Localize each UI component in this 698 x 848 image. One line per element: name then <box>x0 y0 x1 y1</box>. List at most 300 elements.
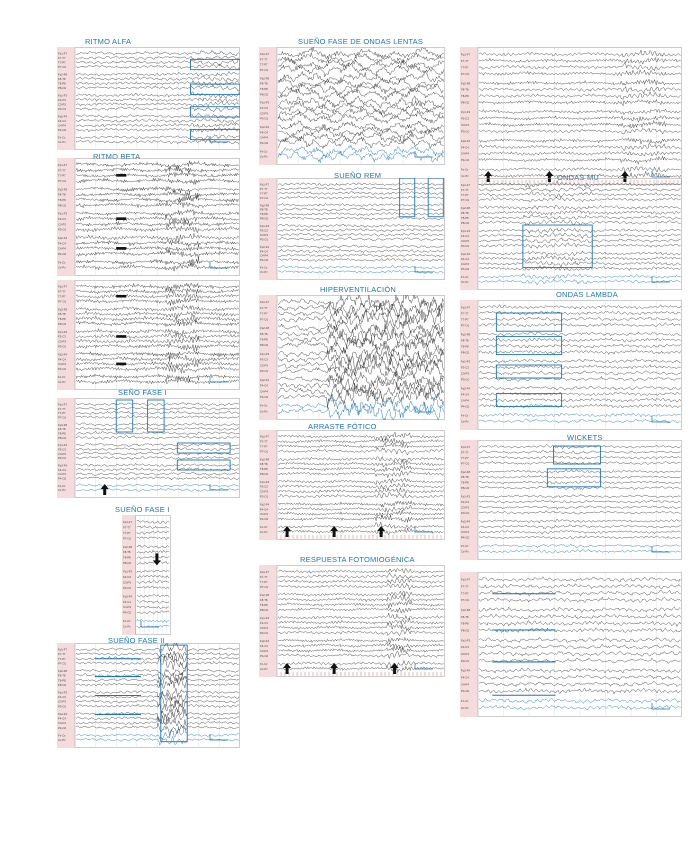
channel-label: F8-T8 <box>58 77 66 82</box>
down-arrow-icon <box>153 553 161 565</box>
channel-label: T8-P8 <box>123 555 131 560</box>
channel-label: P7-O1 <box>461 71 470 76</box>
channel-label: Fp2-F8 <box>58 187 68 192</box>
channel-label: C3-P3 <box>58 699 66 704</box>
channel-label: F4-C4 <box>58 467 66 472</box>
channel-label: Fz-Cz <box>58 733 66 738</box>
channel-label: P3-O1 <box>260 116 269 121</box>
title-ondas-lambda: ONDAS LAMBDA <box>556 290 618 299</box>
channel-label: T8-P8 <box>58 317 66 322</box>
channel-label: Fp2-F4 <box>58 352 68 357</box>
eeg-panel-seno-fase-i <box>57 398 240 498</box>
eeg-panel-ritmo-alfa-photic <box>460 47 682 185</box>
channel-label: Fp2-F8 <box>58 307 68 312</box>
channel-label: C4-P4 <box>58 246 66 251</box>
channel-label: P3-O1 <box>260 630 269 635</box>
channel-label: P3-O1 <box>260 369 269 374</box>
channel-label: Fp1-F3 <box>58 329 68 334</box>
channel-label: F7-T7 <box>260 305 268 310</box>
channel-label: C4-P4 <box>260 512 268 517</box>
channel-label: P8-O2 <box>260 343 269 348</box>
channel-label: C3-P3 <box>461 238 469 243</box>
channel-label: F8-T8 <box>461 87 469 92</box>
channel-label: F4-C4 <box>461 145 469 150</box>
channel-label: Fp1-F3 <box>461 359 471 364</box>
channel-label: F7-T7 <box>461 187 469 192</box>
channel-label: C3-P3 <box>260 489 268 494</box>
channel-label: C3-P3 <box>58 222 66 227</box>
channel-label: Fp1-F3 <box>123 569 133 574</box>
channel-label: P4-O2 <box>58 128 67 133</box>
channel-label: P8-O2 <box>58 86 67 91</box>
title-wickets: WICKETS <box>567 433 603 442</box>
channel-label: Fp1-F3 <box>260 479 270 484</box>
channel-label: F8-T8 <box>58 673 66 678</box>
eeg-panel-ondas-mu <box>460 178 682 290</box>
channel-label: T7-P7 <box>260 311 268 316</box>
channel-label: Fp1-F3 <box>461 494 471 499</box>
channel-label: P4-O2 <box>461 689 470 694</box>
highlight-box <box>191 84 241 94</box>
channel-label: F7-T7 <box>58 406 66 411</box>
channel-label: T7-P7 <box>461 317 469 322</box>
channel-label: F8-T8 <box>461 475 469 480</box>
title-sueno-ondas-lentas: SUEÑO FASE DE ONDAS LENTAS <box>298 37 424 46</box>
channel-label: Fp2-F4 <box>461 138 471 143</box>
channel-label: T8-P8 <box>461 215 469 220</box>
channel-label: Fp1-F7 <box>58 647 68 652</box>
channel-label: P3-O1 <box>260 494 269 499</box>
channel-label: P8-O2 <box>461 486 470 491</box>
channel-label: P4-O2 <box>260 140 269 145</box>
channel-label: C4-P4 <box>58 472 66 477</box>
channel-label: F8-T8 <box>260 331 268 336</box>
channel-label: Cz-Pz <box>260 666 268 671</box>
title-ondas-mu: ONDAS MU <box>557 173 600 182</box>
channel-label: Fz-Cz <box>461 413 469 418</box>
eeg-panel-sueno-rem <box>259 178 445 280</box>
channel-label: Fp1-F7 <box>461 445 471 450</box>
channel-label: T7-P7 <box>58 173 66 178</box>
channel-label: C3-P3 <box>123 580 131 585</box>
eeg-panel-ritmo-alfa <box>57 47 240 150</box>
channel-label: F7-T7 <box>461 450 469 455</box>
channel-label: P4-O2 <box>58 725 67 730</box>
channel-label: C4-P4 <box>260 135 268 140</box>
channel-label: C3-P3 <box>461 122 469 127</box>
channel-label: P8-O2 <box>58 321 67 326</box>
channel-label: F4-C4 <box>461 392 469 397</box>
channel-label: Cz-Pz <box>461 279 469 284</box>
channel-label: P8-O2 <box>123 561 132 566</box>
channel-label: Fz-Cz <box>123 619 131 624</box>
channel-label: T7-P7 <box>58 411 66 416</box>
channel-label: F8-T8 <box>260 597 268 602</box>
channel-label: Fp2-F8 <box>260 203 270 208</box>
eeg-traces <box>259 47 445 165</box>
channel-label: P7-O1 <box>58 415 67 420</box>
eeg-panel-ritmo-beta-1 <box>57 158 240 276</box>
channel-label: F4-C4 <box>260 643 268 648</box>
channel-label: P8-O2 <box>461 220 470 225</box>
channel-label: Fp2-F4 <box>260 502 270 507</box>
channel-label: Fp1-F7 <box>461 52 471 57</box>
channel-label: Fp2-F4 <box>58 463 68 468</box>
channel-label: Fp1-F7 <box>260 434 270 439</box>
channel-label: T7-P7 <box>260 62 268 67</box>
eeg-traces <box>259 565 445 677</box>
eeg-traces <box>460 572 682 717</box>
channel-label: T7-P7 <box>58 294 66 299</box>
channel-label: P4-O2 <box>461 404 470 409</box>
channel-label: C4-P4 <box>461 398 469 403</box>
channel-label: P8-O2 <box>461 100 470 105</box>
eeg-traces <box>57 398 240 498</box>
channel-label: P3-O1 <box>461 510 470 515</box>
channel-label: Fp1-F7 <box>461 305 471 310</box>
channel-label: Fp2-F4 <box>461 251 471 256</box>
channel-label: T7-P7 <box>260 444 268 449</box>
eeg-panel-ondas-lambda-2 <box>460 572 682 717</box>
channel-label: P7-O1 <box>58 661 67 666</box>
channel-label: F8-T8 <box>260 81 268 86</box>
channel-label: Fp2-F8 <box>461 469 471 474</box>
black-bar-marker <box>116 335 126 338</box>
channel-label: Fp2-F8 <box>461 332 471 337</box>
channel-label: C3-P3 <box>461 652 469 657</box>
channel-label: Fp1-F7 <box>461 182 471 187</box>
eeg-traces <box>259 295 445 420</box>
channel-label: P8-O2 <box>58 203 67 208</box>
channel-label: F3-C3 <box>260 620 268 625</box>
channel-label: T8-P8 <box>260 337 268 342</box>
channel-label: F4-C4 <box>461 675 469 680</box>
eeg-traces <box>460 178 682 290</box>
channel-label: P8-O2 <box>260 471 269 476</box>
channel-label: C4-P4 <box>461 530 469 535</box>
channel-label: P4-O2 <box>260 394 269 399</box>
channel-label: Fp2-F4 <box>260 244 270 249</box>
channel-label: C3-P3 <box>260 625 268 630</box>
channel-label: P3-O1 <box>461 243 470 248</box>
channel-label: C4-P4 <box>260 389 268 394</box>
channel-label: T7-P7 <box>461 455 469 460</box>
title-sueno-rem: SUEÑO REM <box>334 171 382 180</box>
channel-label: C3-P3 <box>260 111 268 116</box>
channel-label: P4-O2 <box>58 476 67 481</box>
eeg-panel-ondas-lambda <box>460 300 682 430</box>
eeg-panel-arrastre-fotico <box>259 430 445 540</box>
channel-label: Fp2-F4 <box>260 638 270 643</box>
channel-label: F4-C4 <box>260 383 268 388</box>
black-bar-marker <box>116 247 126 250</box>
channel-label: P3-O1 <box>461 129 470 134</box>
channel-label: P8-O2 <box>260 216 269 221</box>
channel-label: P3-O1 <box>58 456 67 461</box>
channel-label: Fp1-F3 <box>260 351 270 356</box>
channel-label: F3-C3 <box>58 695 66 700</box>
channel-label: T7-P7 <box>123 530 131 535</box>
channel-label: P4-O2 <box>260 653 269 658</box>
channel-label: T7-P7 <box>58 60 66 65</box>
channel-label: F3-C3 <box>260 105 268 110</box>
channel-label: P7-O1 <box>260 67 269 72</box>
title-sueno-fase-i: SUEÑO FASE I <box>115 505 170 514</box>
highlight-box <box>191 59 241 69</box>
channel-label: Fp2-F8 <box>461 205 471 210</box>
highlight-box <box>553 446 600 464</box>
channel-label: P4-O2 <box>58 251 67 256</box>
eeg-panel-hiperventilacion <box>259 295 445 420</box>
channel-label: F3-C3 <box>461 365 469 370</box>
channel-label: Fz-Cz <box>260 524 268 529</box>
channel-label: P8-O2 <box>461 628 470 633</box>
channel-label: P8-O2 <box>58 682 67 687</box>
channel-label: P3-O1 <box>123 585 132 590</box>
channel-label: P7-O1 <box>461 323 470 328</box>
channel-label: F8-T8 <box>58 312 66 317</box>
channel-label: P7-O1 <box>461 461 470 466</box>
channel-label: Fp2-F4 <box>461 386 471 391</box>
channel-label: P7-O1 <box>260 584 269 589</box>
channel-label: F8-T8 <box>58 427 66 432</box>
channel-label: P8-O2 <box>260 607 269 612</box>
channel-label: F8-T8 <box>123 550 131 555</box>
channel-label: P4-O2 <box>461 158 470 163</box>
highlight-box <box>116 400 133 432</box>
channel-label: T8-P8 <box>461 344 469 349</box>
eeg-panel-respuesta-fotomiogenica <box>259 565 445 677</box>
black-bar-marker <box>116 295 126 298</box>
highlight-box <box>400 178 415 217</box>
channel-label: Fz-Cz <box>260 661 268 666</box>
eeg-panel-wickets <box>460 440 682 560</box>
channel-label: F8-T8 <box>260 462 268 467</box>
channel-label: C4-P4 <box>260 648 268 653</box>
channel-label: Fp2-F4 <box>461 668 471 673</box>
channel-label: F3-C3 <box>461 233 469 238</box>
channel-label: F3-C3 <box>461 116 469 121</box>
channel-label: T7-P7 <box>260 579 268 584</box>
channel-label: F3-C3 <box>58 98 66 103</box>
channel-label: F8-T8 <box>461 338 469 343</box>
channel-label: Fp1-F7 <box>58 402 68 407</box>
channel-label: C4-P4 <box>123 605 131 610</box>
channel-label: F4-C4 <box>123 599 131 604</box>
channel-label: T7-P7 <box>58 656 66 661</box>
channel-label: Cz-Pz <box>123 624 131 629</box>
channel-label: F4-C4 <box>58 357 66 362</box>
channel-label: P3-O1 <box>461 658 470 663</box>
channel-label: F7-T7 <box>461 58 469 63</box>
channel-label: T8-P8 <box>58 678 66 683</box>
channel-label: Fp1-F3 <box>260 224 270 229</box>
channel-label: P7-O1 <box>461 197 470 202</box>
channel-label: Cz-Pz <box>461 174 469 179</box>
channel-label: Fp1-F3 <box>461 110 471 115</box>
eeg-panel-ritmo-beta-2 <box>57 280 240 390</box>
channel-label: Fp1-F3 <box>58 690 68 695</box>
channel-label: Fp2-F8 <box>461 81 471 86</box>
channel-label: Fp2-F4 <box>58 235 68 240</box>
channel-label: Cz-Pz <box>461 419 469 424</box>
channel-label: Fp2-F4 <box>461 519 471 524</box>
channel-label: F3-C3 <box>461 645 469 650</box>
channel-label: F8-T8 <box>461 614 469 619</box>
channel-label: Cz-Pz <box>260 529 268 534</box>
eeg-panel-sueno-fase-i <box>122 515 171 635</box>
channel-label: Fp1-F7 <box>260 51 270 56</box>
channel-label: Fp2-F8 <box>58 72 68 77</box>
channel-label: F7-T7 <box>461 311 469 316</box>
channel-label: Fp2-F8 <box>260 326 270 331</box>
channel-label: Cz-Pz <box>461 705 469 710</box>
channel-label: C4-P4 <box>461 682 469 687</box>
channel-label: T8-P8 <box>260 602 268 607</box>
eeg-traces <box>57 47 240 150</box>
channel-label: C3-P3 <box>461 371 469 376</box>
channel-label: Fp1-F3 <box>58 443 68 448</box>
channel-label: F8-T8 <box>58 192 66 197</box>
channel-label: T8-P8 <box>58 197 66 202</box>
highlight-box <box>177 460 230 470</box>
channel-label: F3-C3 <box>260 357 268 362</box>
channel-label: Fp1-F3 <box>461 638 471 643</box>
channel-label: Fp1-F3 <box>58 211 68 216</box>
channel-label: P3-O1 <box>461 377 470 382</box>
channel-label: P8-O2 <box>260 92 269 97</box>
title-seno-fase-i: SEÑO FASE I <box>118 388 167 397</box>
title-ritmo-alfa: RITMO ALFA <box>85 37 132 46</box>
black-bar-marker <box>116 174 126 177</box>
channel-label: C3-P3 <box>58 451 66 456</box>
channel-label: P7-O1 <box>260 195 269 200</box>
channel-label: F4-C4 <box>260 507 268 512</box>
channel-label: Cz-Pz <box>58 488 66 493</box>
channel-label: P3-O1 <box>58 344 67 349</box>
channel-label: Fp1-F7 <box>461 577 471 582</box>
channel-label: F3-C3 <box>260 484 268 489</box>
channel-label: Fp2-F8 <box>260 592 270 597</box>
channel-label: T8-P8 <box>461 94 469 99</box>
black-bar-marker <box>116 363 126 366</box>
channel-label: Fp1-F7 <box>58 162 68 167</box>
channel-label: P3-O1 <box>58 107 67 112</box>
channel-label: Fp2-F8 <box>58 422 68 427</box>
channel-label: T8-P8 <box>260 86 268 91</box>
channel-label: Fp1-F3 <box>260 615 270 620</box>
channel-label: Fz-Cz <box>260 265 268 270</box>
channel-label: F7-T7 <box>260 57 268 62</box>
channel-label: Fp2-F4 <box>58 711 68 716</box>
channel-label: F3-C3 <box>58 216 66 221</box>
channel-label: P4-O2 <box>461 266 470 271</box>
channel-label: Fp2-F4 <box>260 124 270 129</box>
channel-label: P7-O1 <box>58 65 67 70</box>
channel-label: Cz-Pz <box>58 140 66 145</box>
channel-label: P3-O1 <box>260 237 269 242</box>
channel-label: Fp2-F4 <box>58 114 68 119</box>
channel-label: Fp1-F7 <box>260 569 270 574</box>
channel-label: F3-C3 <box>58 447 66 452</box>
channel-label: F3-C3 <box>123 575 131 580</box>
channel-label: P4-O2 <box>260 258 269 263</box>
title-sueno-fase-ii: SUEÑO FASE II <box>108 636 165 645</box>
eeg-traces <box>460 300 682 430</box>
channel-label: Fp2-F4 <box>260 377 270 382</box>
channel-label: Cz-Pz <box>260 154 268 159</box>
channel-label: Fp1-F3 <box>461 228 471 233</box>
channel-label: Fp2-F8 <box>123 544 133 549</box>
channel-label: P4-O2 <box>260 517 269 522</box>
channel-label: Fz-Cz <box>58 135 66 140</box>
channel-label: Fz-Cz <box>461 544 469 549</box>
scale-bar <box>652 416 670 422</box>
channel-label: Fz-Cz <box>461 167 469 172</box>
channel-label: F4-C4 <box>461 256 469 261</box>
channel-label: P7-O1 <box>123 536 132 541</box>
channel-label: C4-P4 <box>58 721 66 726</box>
channel-label: F3-C3 <box>58 334 66 339</box>
channel-label: P4-O2 <box>58 367 67 372</box>
channel-label: T8-P8 <box>461 621 469 626</box>
channel-label: F4-C4 <box>260 249 268 254</box>
channel-label: Fz-Cz <box>58 483 66 488</box>
channel-label: C4-P4 <box>58 123 66 128</box>
eeg-traces <box>259 430 445 540</box>
channel-label: Fz-Cz <box>58 260 66 265</box>
channel-label: P7-O1 <box>461 598 470 603</box>
title-arrastre-fotico: ARRASTE FÓTICO <box>308 422 377 431</box>
eeg-panel-sueno-ondas-lentas <box>259 47 445 165</box>
eeg-panel-sueno-fase-ii <box>57 643 240 748</box>
channel-label: P8-O2 <box>58 435 67 440</box>
eeg-traces <box>259 178 445 280</box>
channel-label: P7-O1 <box>58 299 67 304</box>
channel-label: Fz-Cz <box>461 699 469 704</box>
channel-label: F7-T7 <box>58 56 66 61</box>
black-bar-marker <box>116 217 126 220</box>
eeg-traces <box>57 643 240 748</box>
channel-label: T7-P7 <box>461 591 469 596</box>
channel-label: Fz-Cz <box>58 374 66 379</box>
channel-label: Fp2-F8 <box>58 669 68 674</box>
channel-label: F3-C3 <box>461 500 469 505</box>
channel-label: T7-P7 <box>461 65 469 70</box>
channel-label: T8-P8 <box>260 212 268 217</box>
channel-label: Cz-Pz <box>58 737 66 742</box>
title-hiperventilacion: HIPERVENTILACIÓN <box>320 285 396 294</box>
channel-label: F3-C3 <box>260 228 268 233</box>
channel-label: T7-P7 <box>260 191 268 196</box>
channel-label: P8-O2 <box>461 350 470 355</box>
eeg-traces <box>460 440 682 560</box>
channel-label: P7-O1 <box>260 317 269 322</box>
highlight-box <box>191 129 241 139</box>
channel-label: C4-P4 <box>58 362 66 367</box>
channel-label: F7-T7 <box>58 289 66 294</box>
channel-label: F4-C4 <box>58 241 66 246</box>
channel-label: T8-P8 <box>461 480 469 485</box>
channel-label: C4-P4 <box>260 253 268 258</box>
channel-label: T8-P8 <box>260 467 268 472</box>
channel-label: Fp2-F8 <box>260 457 270 462</box>
channel-label: Fp1-F7 <box>260 182 270 187</box>
channel-label: F7-T7 <box>260 574 268 579</box>
channel-label: F7-T7 <box>260 439 268 444</box>
eeg-traces <box>122 515 171 635</box>
channel-label: C3-P3 <box>58 102 66 107</box>
